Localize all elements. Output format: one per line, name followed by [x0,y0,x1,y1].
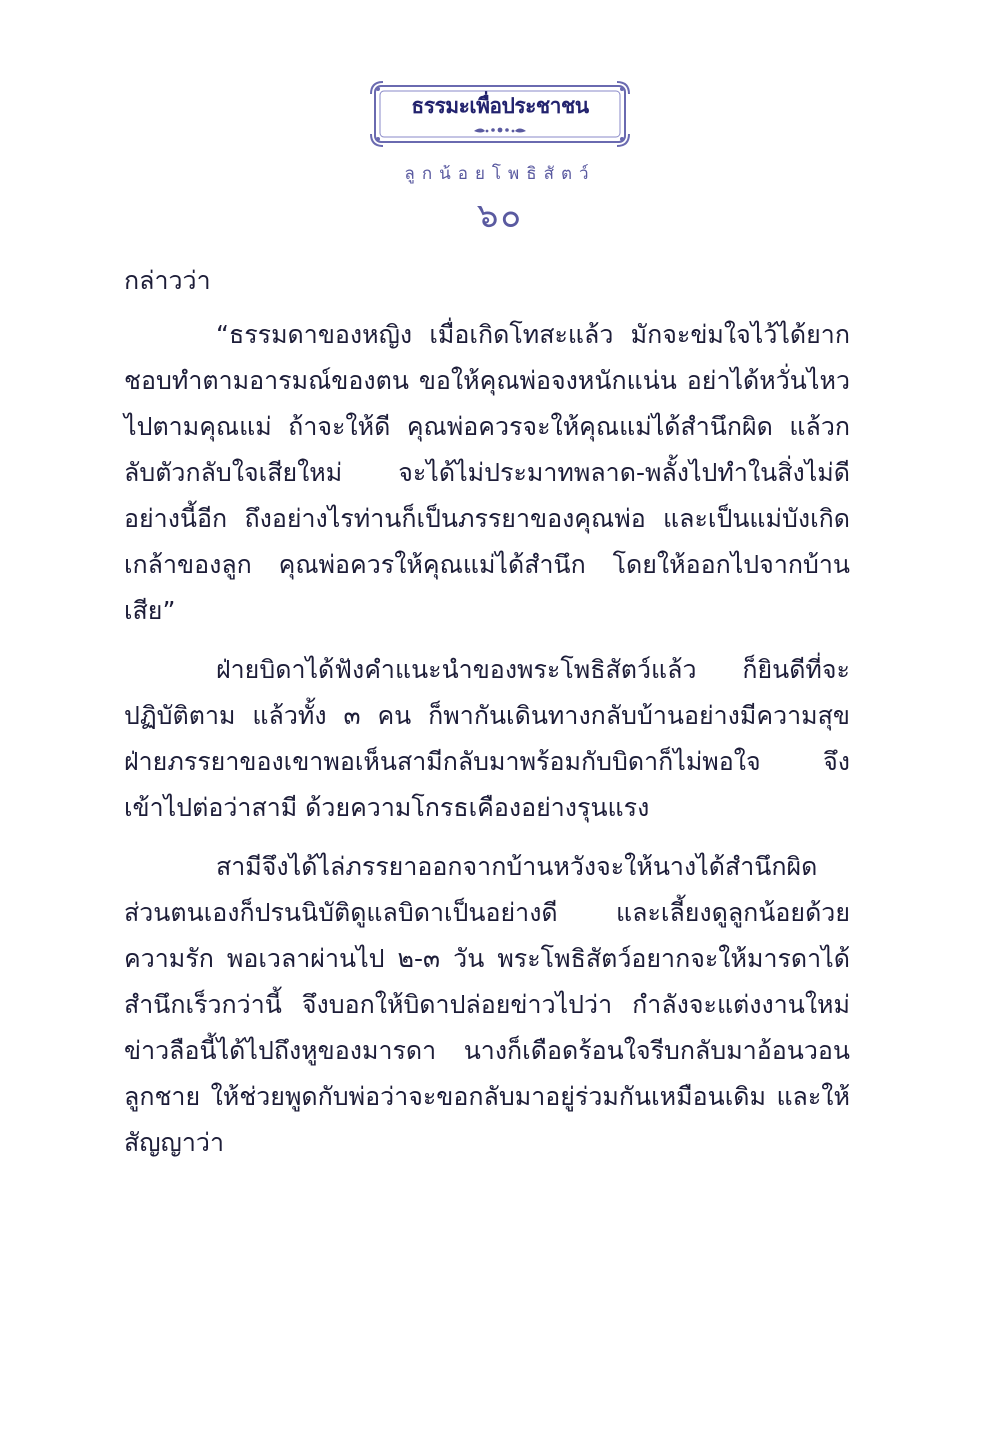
body-text [124,258,850,1179]
paragraph-quote: “ธรรมดาของหญิง เมื่อเกิดโทสะแล้ว มักจะข่มใจไว้ได้ยาก ชอบทำตามอารมณ์ของตน ขอให้คุณพ่อจงหนักแน่น อย่าได้หวั่นไหวไปตามคุณแม่ ถ้าจะให้ดี คุณพ่อควรจะให้คุณแม่ได้สำนึกผิด แล้วกลับตัวกลับใจเสียใหม่ จะได้ไม่ประมาทพลาด-พลั้งไปทำในสิ่งไม่ดีอย่างนี้อีก ถึงอย่างไรท่านก็เป็นภรรยาของคุณพ่อ และเป็นแม่บังเกิดเกล้าของลูก คุณพ่อควรให้คุณแม่ได้สำนึก โดยให้ออกไปจากบ้านเสีย” [124,320,850,625]
paragraph: สามีจึงได้ไล่ภรรยาออกจากบ้านหวังจะให้นางได้สำนึกผิด ส่วนตนเองก็ปรนนิบัติดูแลบิดาเป็นอย่างดี และเลี้ยงดูลูกน้อยด้วยความรัก พอเวลาผ่านไป ๒-๓ วัน พระโพธิสัตว์อยากจะให้มารดาได้สำนึกเร็วกว่านี้ จึงบอกให้บิดาปล่อยข่าวไปว่า กำลังจะแต่งงานใหม่ ข่าวลือนี้ได้ไปถึงหูของมารดา นางก็เดือดร้อนใจรีบกลับมาอ้อนวอนลูกชาย ให้ช่วยพูดกับพ่อว่าจะขอกลับมาอยู่ร่วมกันเหมือนเดิม และให้สัญญาว่า [124,852,850,1157]
header-logo [369,80,631,148]
paragraph-lead: กล่าวว่า [124,266,211,295]
series-title: ลูกน้อยโพธิสัตว์ [404,164,596,184]
paragraph: ฝ่ายบิดาได้ฟังคำแนะนำของพระโพธิสัตว์แล้ว ก็ยินดีที่จะปฏิบัติตาม แล้วทั้ง ๓ คน ก็พากันเดินทางกลับบ้านอย่างมีความสุข ฝ่ายภรรยาของเขาพอเห็นสามีกลับมาพร้อมกับบิดาก็ไม่พอใจ จึงเข้าไปต่อว่าสามี ด้วยความโกรธเคืองอย่างรุนแรง [124,655,850,822]
logo-text: ธรรมะเพื่อประชาชน [411,94,589,118]
page-number: ๖๐ [476,196,524,236]
